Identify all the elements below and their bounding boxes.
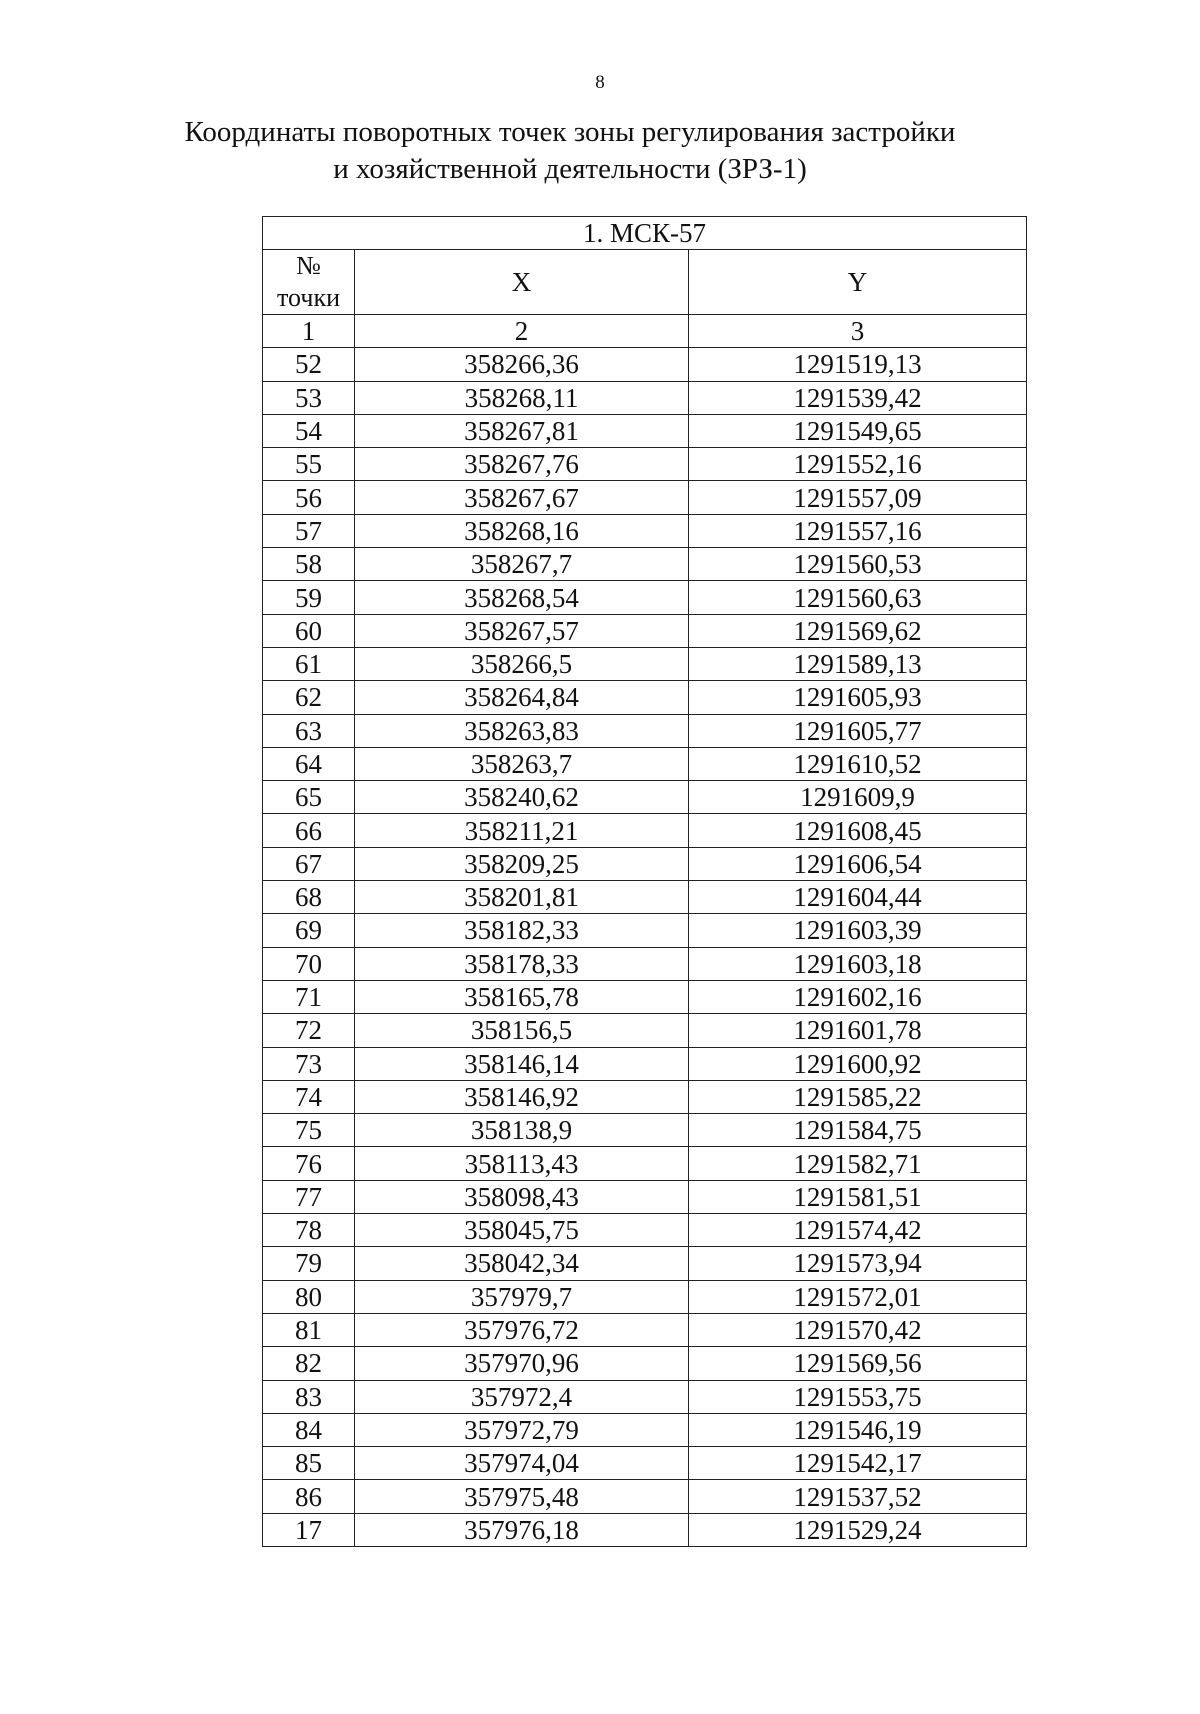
page-number: 8 <box>595 72 605 93</box>
y-coordinate-cell: 1291549,65 <box>689 414 1027 447</box>
table-row <box>263 1247 1027 1280</box>
x-coordinate-cell: 358042,34 <box>355 1247 689 1280</box>
table-row <box>263 1214 1027 1247</box>
x-coordinate-cell: 358098,43 <box>355 1180 689 1213</box>
x-coordinate-cell: 358268,54 <box>355 581 689 614</box>
point-number-cell: 61 <box>263 647 355 680</box>
table-row <box>263 1080 1027 1113</box>
table-row <box>263 1380 1027 1413</box>
point-number-cell: 86 <box>263 1480 355 1513</box>
point-number-cell: 75 <box>263 1114 355 1147</box>
x-coordinate-cell: 357972,79 <box>355 1413 689 1446</box>
point-number-cell: 60 <box>263 614 355 647</box>
point-number-cell: 56 <box>263 481 355 514</box>
point-number-cell: 64 <box>263 747 355 780</box>
point-number-cell: 59 <box>263 581 355 614</box>
y-coordinate-cell: 1291553,75 <box>689 1380 1027 1413</box>
point-number-cell: 80 <box>263 1280 355 1313</box>
y-coordinate-cell: 1291602,16 <box>689 980 1027 1013</box>
point-number-cell: 66 <box>263 814 355 847</box>
column-number-1: 1 <box>263 315 355 348</box>
table-row <box>263 348 1027 381</box>
table-row <box>263 847 1027 880</box>
point-number-cell: 79 <box>263 1247 355 1280</box>
header-row <box>263 250 1027 315</box>
x-coordinate-cell: 358045,75 <box>355 1214 689 1247</box>
y-coordinate-cell: 1291542,17 <box>689 1447 1027 1480</box>
table-row <box>263 647 1027 680</box>
table-row <box>263 614 1027 647</box>
point-number-cell: 65 <box>263 781 355 814</box>
table-row <box>263 1413 1027 1446</box>
x-coordinate-cell: 357979,7 <box>355 1280 689 1313</box>
point-number-cell: 71 <box>263 980 355 1013</box>
table-row <box>263 881 1027 914</box>
table-row <box>263 781 1027 814</box>
point-number-cell: 52 <box>263 348 355 381</box>
y-coordinate-cell: 1291603,39 <box>689 914 1027 947</box>
coordinate-system-row <box>263 217 1027 250</box>
y-coordinate-cell: 1291582,71 <box>689 1147 1027 1180</box>
y-coordinate-cell: 1291609,9 <box>689 781 1027 814</box>
coordinates-table <box>262 216 1027 1547</box>
x-coordinate-cell: 358267,76 <box>355 448 689 481</box>
header-y: Y <box>689 250 1027 315</box>
x-coordinate-cell: 358266,5 <box>355 647 689 680</box>
document-title <box>150 114 990 188</box>
x-coordinate-cell: 358201,81 <box>355 881 689 914</box>
table-row <box>263 1047 1027 1080</box>
point-number-cell: 82 <box>263 1347 355 1380</box>
y-coordinate-cell: 1291572,01 <box>689 1280 1027 1313</box>
y-coordinate-cell: 1291560,63 <box>689 581 1027 614</box>
y-coordinate-cell: 1291600,92 <box>689 1047 1027 1080</box>
table-row <box>263 681 1027 714</box>
y-coordinate-cell: 1291570,42 <box>689 1313 1027 1346</box>
x-coordinate-cell: 358268,11 <box>355 381 689 414</box>
x-coordinate-cell: 358263,83 <box>355 714 689 747</box>
point-number-cell: 73 <box>263 1047 355 1080</box>
y-coordinate-cell: 1291589,13 <box>689 647 1027 680</box>
y-coordinate-cell: 1291539,42 <box>689 381 1027 414</box>
document-title-line-2: и хозяйственной деятельности (ЗРЗ-1) <box>333 153 807 185</box>
point-number-cell: 84 <box>263 1413 355 1446</box>
y-coordinate-cell: 1291574,42 <box>689 1214 1027 1247</box>
table-row <box>263 514 1027 547</box>
point-number-cell: 70 <box>263 947 355 980</box>
point-number-cell: 72 <box>263 1014 355 1047</box>
table-row <box>263 1014 1027 1047</box>
x-coordinate-cell: 358146,92 <box>355 1080 689 1113</box>
header-point-number: № точки <box>263 250 355 315</box>
column-number-2: 2 <box>355 315 689 348</box>
table-row <box>263 814 1027 847</box>
point-number-cell: 83 <box>263 1380 355 1413</box>
table-row <box>263 1447 1027 1480</box>
table-row <box>263 1147 1027 1180</box>
y-coordinate-cell: 1291605,93 <box>689 681 1027 714</box>
point-number-cell: 76 <box>263 1147 355 1180</box>
y-coordinate-cell: 1291557,16 <box>689 514 1027 547</box>
x-coordinate-cell: 358209,25 <box>355 847 689 880</box>
table-row <box>263 1513 1027 1546</box>
x-coordinate-cell: 358263,7 <box>355 747 689 780</box>
header-x: X <box>355 250 689 315</box>
y-coordinate-cell: 1291546,19 <box>689 1413 1027 1446</box>
point-number-cell: 77 <box>263 1180 355 1213</box>
x-coordinate-cell: 358264,84 <box>355 681 689 714</box>
point-number-cell: 55 <box>263 448 355 481</box>
x-coordinate-cell: 358138,9 <box>355 1114 689 1147</box>
x-coordinate-cell: 358240,62 <box>355 781 689 814</box>
point-number-cell: 53 <box>263 381 355 414</box>
point-number-cell: 69 <box>263 914 355 947</box>
point-number-cell: 54 <box>263 414 355 447</box>
point-number-cell: 78 <box>263 1214 355 1247</box>
x-coordinate-cell: 357972,4 <box>355 1380 689 1413</box>
y-coordinate-cell: 1291557,09 <box>689 481 1027 514</box>
point-number-cell: 63 <box>263 714 355 747</box>
point-number-cell: 68 <box>263 881 355 914</box>
point-number-cell: 17 <box>263 1513 355 1546</box>
table-row <box>263 1114 1027 1147</box>
x-coordinate-cell: 358156,5 <box>355 1014 689 1047</box>
x-coordinate-cell: 358268,16 <box>355 514 689 547</box>
y-coordinate-cell: 1291604,44 <box>689 881 1027 914</box>
table-row <box>263 548 1027 581</box>
coordinates-table-body <box>263 217 1027 1547</box>
point-number-cell: 57 <box>263 514 355 547</box>
y-coordinate-cell: 1291584,75 <box>689 1114 1027 1147</box>
coordinate-system-name: 1. МСК-57 <box>263 217 1027 250</box>
point-number-cell: 62 <box>263 681 355 714</box>
x-coordinate-cell: 357975,48 <box>355 1480 689 1513</box>
y-coordinate-cell: 1291569,56 <box>689 1347 1027 1380</box>
y-coordinate-cell: 1291603,18 <box>689 947 1027 980</box>
point-number-cell: 58 <box>263 548 355 581</box>
table-row <box>263 414 1027 447</box>
table-row <box>263 1480 1027 1513</box>
x-coordinate-cell: 358267,7 <box>355 548 689 581</box>
y-coordinate-cell: 1291560,53 <box>689 548 1027 581</box>
table-row <box>263 1180 1027 1213</box>
x-coordinate-cell: 357976,72 <box>355 1313 689 1346</box>
y-coordinate-cell: 1291610,52 <box>689 747 1027 780</box>
table-row <box>263 747 1027 780</box>
table-row <box>263 980 1027 1013</box>
x-coordinate-cell: 358267,81 <box>355 414 689 447</box>
column-number-3: 3 <box>689 315 1027 348</box>
x-coordinate-cell: 358113,43 <box>355 1147 689 1180</box>
table-row <box>263 381 1027 414</box>
x-coordinate-cell: 358266,36 <box>355 348 689 381</box>
x-coordinate-cell: 357974,04 <box>355 1447 689 1480</box>
point-number-cell: 74 <box>263 1080 355 1113</box>
x-coordinate-cell: 358165,78 <box>355 980 689 1013</box>
y-coordinate-cell: 1291585,22 <box>689 1080 1027 1113</box>
x-coordinate-cell: 357970,96 <box>355 1347 689 1380</box>
y-coordinate-cell: 1291601,78 <box>689 1014 1027 1047</box>
x-coordinate-cell: 358178,33 <box>355 947 689 980</box>
column-numbers-row <box>263 315 1027 348</box>
x-coordinate-cell: 358182,33 <box>355 914 689 947</box>
x-coordinate-cell: 357976,18 <box>355 1513 689 1546</box>
table-row <box>263 914 1027 947</box>
document-title-line-1: Координаты поворотных точек зоны регулирования застройки <box>184 116 956 148</box>
x-coordinate-cell: 358211,21 <box>355 814 689 847</box>
point-number-cell: 81 <box>263 1313 355 1346</box>
table-row <box>263 581 1027 614</box>
table-row <box>263 947 1027 980</box>
y-coordinate-cell: 1291529,24 <box>689 1513 1027 1546</box>
y-coordinate-cell: 1291552,16 <box>689 448 1027 481</box>
table-row <box>263 481 1027 514</box>
y-coordinate-cell: 1291537,52 <box>689 1480 1027 1513</box>
table-row <box>263 1347 1027 1380</box>
x-coordinate-cell: 358267,57 <box>355 614 689 647</box>
table-row <box>263 1280 1027 1313</box>
point-number-cell: 67 <box>263 847 355 880</box>
table-row <box>263 1313 1027 1346</box>
y-coordinate-cell: 1291605,77 <box>689 714 1027 747</box>
y-coordinate-cell: 1291519,13 <box>689 348 1027 381</box>
point-number-cell: 85 <box>263 1447 355 1480</box>
y-coordinate-cell: 1291569,62 <box>689 614 1027 647</box>
y-coordinate-cell: 1291581,51 <box>689 1180 1027 1213</box>
y-coordinate-cell: 1291606,54 <box>689 847 1027 880</box>
y-coordinate-cell: 1291608,45 <box>689 814 1027 847</box>
table-row <box>263 448 1027 481</box>
x-coordinate-cell: 358146,14 <box>355 1047 689 1080</box>
table-row <box>263 714 1027 747</box>
x-coordinate-cell: 358267,67 <box>355 481 689 514</box>
y-coordinate-cell: 1291573,94 <box>689 1247 1027 1280</box>
